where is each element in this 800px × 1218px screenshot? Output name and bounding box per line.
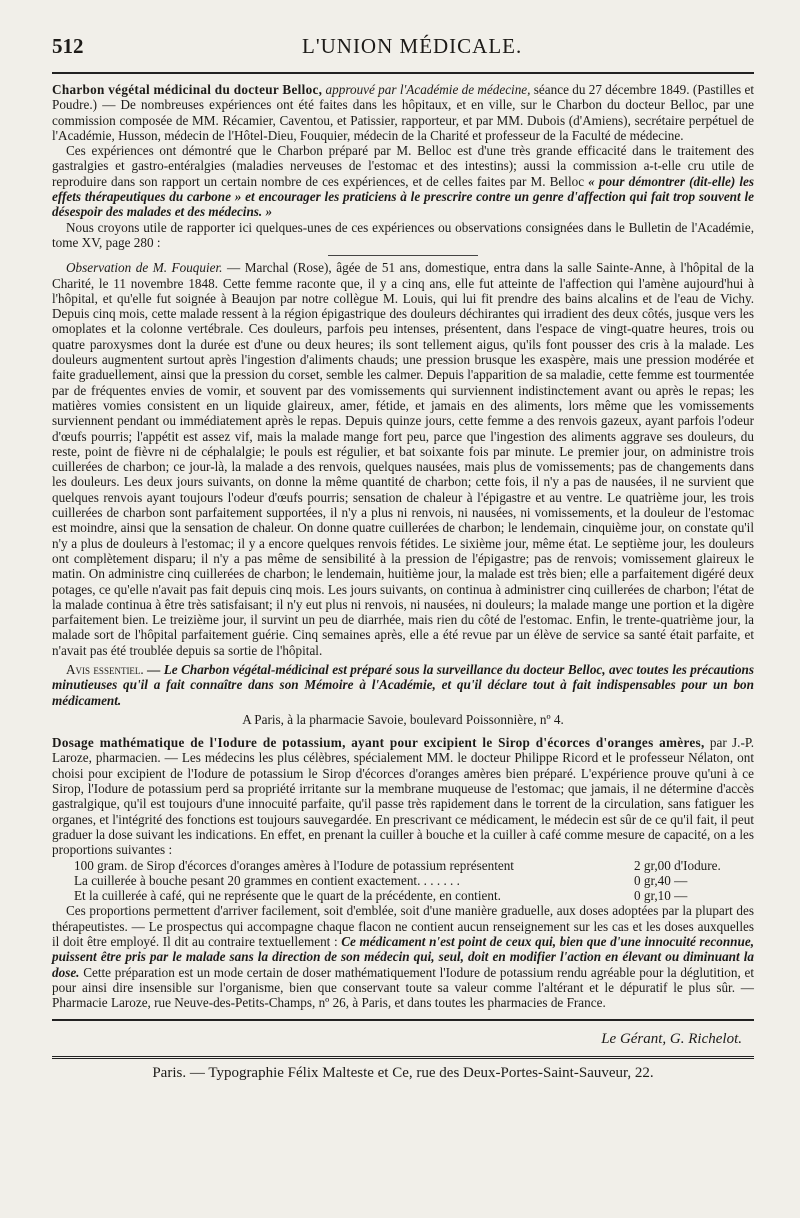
article2-paragraph-2c: Cette préparation est un mode certain de doser mathématiquement l'Iodure de potassium rendu agréable pour la déglutition, et pour ainsi dire insensible sur l'organisme, bien que conservant toute sa valeur comme l'altérant et le dépuratif le plus sûr. — Pharmacie Laroze, rue Neuve-des-Petits-Champs, nº 26, à Paris, et dans toutes les pharmacies de France. (52, 964, 754, 1011)
article1-quote: « pour démontrer (dit-elle) les effets thérapeutiques du carbone » et encourager les praticiens à le prescrire contre un genre d'affection qui fait trop souvent le désespoir des malades et des médecins. » (52, 173, 755, 220)
article1-paragraph-2 (52, 143, 754, 219)
separator-rule (328, 255, 478, 256)
article2-title: Dosage mathématique de l'Iodure de potassium, ayant pour excipient le Sirop d'écorces d'oranges amères, (52, 735, 705, 751)
article1-title: Charbon végétal médicinal du docteur Belloc, (52, 82, 323, 97)
footer-double-rule (52, 1056, 754, 1059)
dose-label: Et la cuillerée à café, qui ne représente que le quart de la précédente, en contient. (74, 888, 501, 904)
article2-paragraph-2a: Ces proportions permettent d'arriver facilement, soit d'emblée, soit d'une manière graduelle, aux doses adoptées par la plupart des thérapeutistes. — Le prospectus qui accompagne chaque flacon ne contient aucun renseignement sur les cas et les doses auxquelles il doit être employé. Il dit au contraire textuellement : (52, 903, 754, 950)
article1-paragraph-2a: Ces expériences ont démontré que le Charbon préparé par M. Belloc est d'une très grande efficacité dans le traitement des gastralgies et gastro-entéralgies (maladies nerveuses de l'estomac et des intestins); aussi la commission a-t-elle cru utile de reproduire dans son rapport un certain nombre de ces expériences, et de celles faites par M. Belloc (52, 143, 754, 189)
dose-row (52, 888, 754, 903)
dose-label: 100 gram. de Sirop d'écorces d'oranges amères à l'Iodure de potassium représentent (74, 857, 514, 873)
dose-value: 0 gr,40 — (634, 872, 688, 888)
article-charbon (52, 82, 754, 1011)
observation-text: — Marchal (Rose), âgée de 51 ans, domestique, entra dans la salle Sainte-Anne, à l'hôpital de la Charité, le 11 novembre 1848. Cette femme raconte que, il y a cinq ans, elle fut atteinte de l'affection qui l'amène aujourd'hui à l'hôpital, et qu'elle fut soignée à Beaujon par notre collègue M. Louis, qui lui fit prendre des bains alcalins et de l'eau de Vichy. Depuis cinq mois, cette malade ressent à la région épigastrique des douleurs déchirantes qui irradient des deux côtés, jusque vers les omoplates et la colonne vertébrale. Ces douleurs, parfois peu intenses, présentent, dans l'espace de vingt-quatre heures, trois ou quatre paroxysmes dont la durée est d'une ou deux heures; ils sont tellement aigus, qu'ils font pousser des cris à la malade. Les douleurs augmentent surtout après l'ingestion d'aliments chauds; une pression brusque les exaspère, mais une pression modérée et faite graduellement, ainsi que la pression du corset, semble les calmer. Depuis l'apparition de sa maladie, cette femme est tourmentée par de fréquentes envies de vomir, et souvent par des vomissements qui surviennent indistinctement avant ou après le repas; les matières vomies consistent en un liquide glaireux, amer, fétide, et jamais en des aliments, lors même que les vomissements surviennent pendant ou immédiatement après le repas. Depuis quinze jours, cette femme a des renvois gazeux, ayant parfois l'odeur d'œufs pourris; l'appétit est assez vif, mais la malade mange fort peu, parce que l'ingestion des aliments aggrave ses douleurs, du reste, point de fièvre ni de céphalalgie; le pouls est régulier, et bat soixante fois par minute. Le premier jour, on administre trois cuillerées de charbon; ce jour-là, la malade a des renvois, quelques nausées, mais plus de vomissements; pas de changements dans les douleurs. Les deux jours suivants, on donne la même quantité de charbon; cette fois, il n'y a pas de nausées, il ne survient que quelques renvois ayant toujours l'odeur d'œufs pourris; sensation de chaleur à l'épigastre et au ventre. Le quatrième jour, les trois cuillerées de charbon sont parfaitement supportées, il n'y a plus ni renvois, ni nausées, ni vomissements, et la douleur de l'estomac est moindre, ainsi que la sensation de chaleur. On donne quatre cuillerées de charbon; le lendemain, cinquième jour, on constate qu'il n'y a plus de douleurs à l'estomac; il y a encore quelques renvois fétides. Le sixième jour, même état. Le septième jour, les douleurs ont complètement disparu; il n'y a pas même de sensibilité à la pression de l'épigastre; pas de renvois; vomissement glaireux le matin. On administre cinq cuillerées de charbon; le lendemain, huitième jour, la malade est très bien; elle a parfaitement digéré deux potages, ce qu'elle n'avait pas fait depuis cinq mois. Les jours suivants, on continua à administrer cinq cuillerées de charbon; l'état de la malade continua à être très satisfaisant; il n'y eut plus ni renvois, ni nausées, ni douleurs; la malade mange une portion et la digère parfaitement bien. Le treizième jour, il survint un peu de diarrhée, mais rien du côté de l'estomac. Enfin, le trente-quatrième jour, la malade sort de l'hôpital parfaitement guérie. Cinq semaines après, elle a été revue par un élève de service sa santé était parfaite, et n'avait pas été troublée depuis sa sortie de l'hôpital. (52, 260, 755, 658)
article2-opening (52, 735, 754, 857)
article1-approval: approuvé par l'Académie de médecine, (325, 82, 531, 97)
article1-paragraph-3: Nous croyons utile de rapporter ici quelques-unes de ces expériences ou observations consignées dans le Bulletin de l'Académie, tome XV, page 280 : (52, 219, 754, 250)
observation (52, 260, 754, 658)
avis-text: — Le Charbon végétal-médicinal est préparé sous la surveillance du docteur Belloc, avec toutes les précautions minutieuses qu'il a fait connaître dans son Mémoire à l'Académie, et qu'il déclare tout à fait indispensables pour un bon médicament. (52, 661, 754, 708)
article1-paragraph-1: séance du 27 décembre 1849. (Pastilles et Poudre.) — De nombreuses expériences ont été faites dans les hôpitaux, et en ville, sur le Charbon du docteur Belloc, par une commission composée de MM. Récamier, Caventou, et Patissier, rapporteur, et par MM. Dubois (d'Amiens), secrétaire perpétuel de l'Académie, Husson, médecin de l'Hôtel-Dieu, Fouquier, médecin de la Charité et professeur de la Faculté de médecine. (52, 82, 755, 143)
footer-rule (52, 1019, 754, 1021)
dose-row (52, 858, 754, 873)
dose-value: 2 gr,00 d'Iodure. (634, 857, 721, 873)
article1-opening (52, 82, 754, 143)
avis-essentiel (52, 662, 754, 708)
article2-paragraph-2 (52, 903, 754, 1010)
printer-imprint: Paris. — Typographie Félix Malteste et Ce, rue des Deux-Portes-Saint-Sauveur, 22. (152, 1064, 654, 1081)
running-head: L'UNION MÉDICALE. (302, 34, 523, 58)
dose-label: La cuillerée à bouche pesant 20 grammes en contient exactement. . . . . . . (74, 872, 460, 888)
dose-row (52, 873, 754, 888)
gerant-signature: Le Gérant, G. Richelot. (601, 1030, 742, 1047)
article2-paragraph-1: par J.-P. Laroze, pharmacien. — Les médecins les plus célèbres, spécialement MM. le docteur Philippe Ricord et le professeur Nélaton, ont choisi pour excipient de l'Iodure de potassium le Sirop d'écorces d'oranges amères bien préparé. L'expérience prouve qu'uni à ce Sirop, l'Iodure de potassium perd sa propriété irritante sur la membrane muqueuse de l'estomac; que jamais, il ne détermine d'accès gastralgique, qu'il est toujours d'une innocuité parfaite, qu'il passe très rapidement dans le torrent de la circulation, sans fatiguer les organes, et l'intégrité des fonctions est toujours sauvegardée. En prescrivant ce médicament, le médecin est sûr de ce qu'il fait, il peut graduer la dose suivant les indications. En effet, en prenant la cuiller à bouche et la cuiller à café comme mesure de capacité, on a les proportions suivantes : (52, 735, 755, 858)
page-number: 512 (52, 34, 84, 58)
pharmacy-address: A Paris, à la pharmacie Savoie, boulevard Poissonnière, nº 4. (242, 711, 564, 727)
dose-value: 0 gr,10 — (634, 888, 688, 904)
article2-quote: Ce médicament n'est point de ceux qui, bien que d'une innocuité reconnue, puissent être pris par le malade sans la direction de son médecin qui, seul, doit en modifier l'action en élevant ou diminuant la dose. (52, 934, 755, 980)
observation-title: Observation de M. Fouquier. (66, 260, 223, 276)
avis-label: Avis essentiel. (66, 661, 144, 677)
dose-table (52, 858, 754, 904)
page-header (52, 34, 754, 68)
